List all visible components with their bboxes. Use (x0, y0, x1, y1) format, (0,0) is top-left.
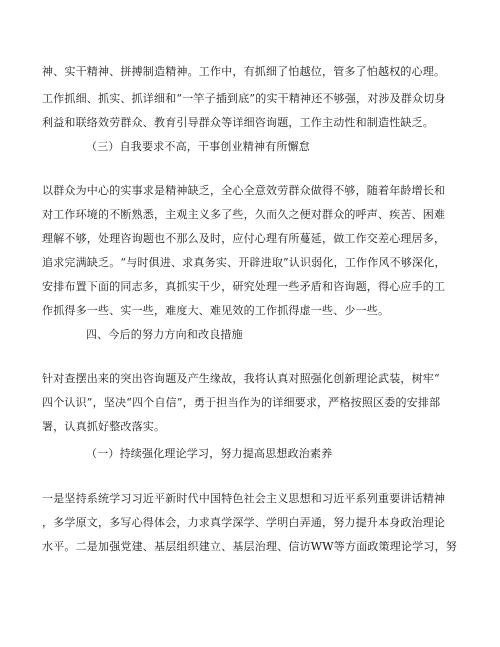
text-line: 一是坚持系统学习习近平新时代中国特色社会主义思想和习近平系列重要讲话精神 (42, 492, 446, 505)
text-line: 以群众为中心的实事求是精神缺乏，全心全意效劳群众做得不够，随着年龄增长和 (42, 184, 446, 197)
text-line: 追求完满缺乏。“与时俱进、求真务实、开辟进取”认识弱化，工作作风不够深化， (42, 256, 446, 269)
text-line: 安排布置下面的同志多，真抓实干少，研究处理一些矛盾和咨询题，得心应手的工 (42, 280, 446, 293)
section-heading: 四、今后的努力方向和改良措施 (86, 328, 243, 341)
text-line: 工作抓细、抓实、抓详细和“一竿子插到底”的实干精神还不够强，对涉及群众切身 (42, 92, 446, 105)
text-line: 针对查摆出来的突出咨询题及产生缘故，我将认真对照强化创新理论武装，树牢“ (42, 372, 440, 385)
text-line: 作抓得多一些、实一些，难度大、难见效的工作抓得虚一些、少一些。 (42, 304, 390, 317)
text-line: 理解不够，处理咨询题也不那么及时，应付心理有所蔓延，做工作交差心理居多， (42, 232, 446, 245)
text-line: 署，认真抓好整改落实。 (42, 420, 166, 433)
section-heading: （三）自我要求不高，干事创业精神有所懈怠 (86, 140, 310, 153)
text-line: 水平。二是加强党建、基层组织建立、基层治理、信访WW等方面政策理论学习，努 (42, 540, 458, 553)
text-line: 神、实干精神、拼搏制造精神。工作中，有抓细了怕越位，管多了怕越权的心理。 (42, 65, 446, 78)
text-line: 四个认识”，坚决“四个自信”，勇于担当作为的详细要求，严格按照区委的安排部 (42, 396, 441, 409)
text-line: 对工作环境的不断熟悉，主观主义多了些，久而久之便对群众的呼声、疾苦、困难 (42, 208, 446, 221)
text-line: 利益和联络效劳群众、教育引导群众等详细咨询题，工作主动性和制造性缺乏。 (42, 116, 434, 129)
section-heading: （一）持续强化理论学习，努力提高思想政治素养 (86, 447, 333, 460)
text-line: ，多学原文，多写心得体会，力求真学深学、学明白弄通，努力提升本身政治理论 (42, 516, 446, 529)
